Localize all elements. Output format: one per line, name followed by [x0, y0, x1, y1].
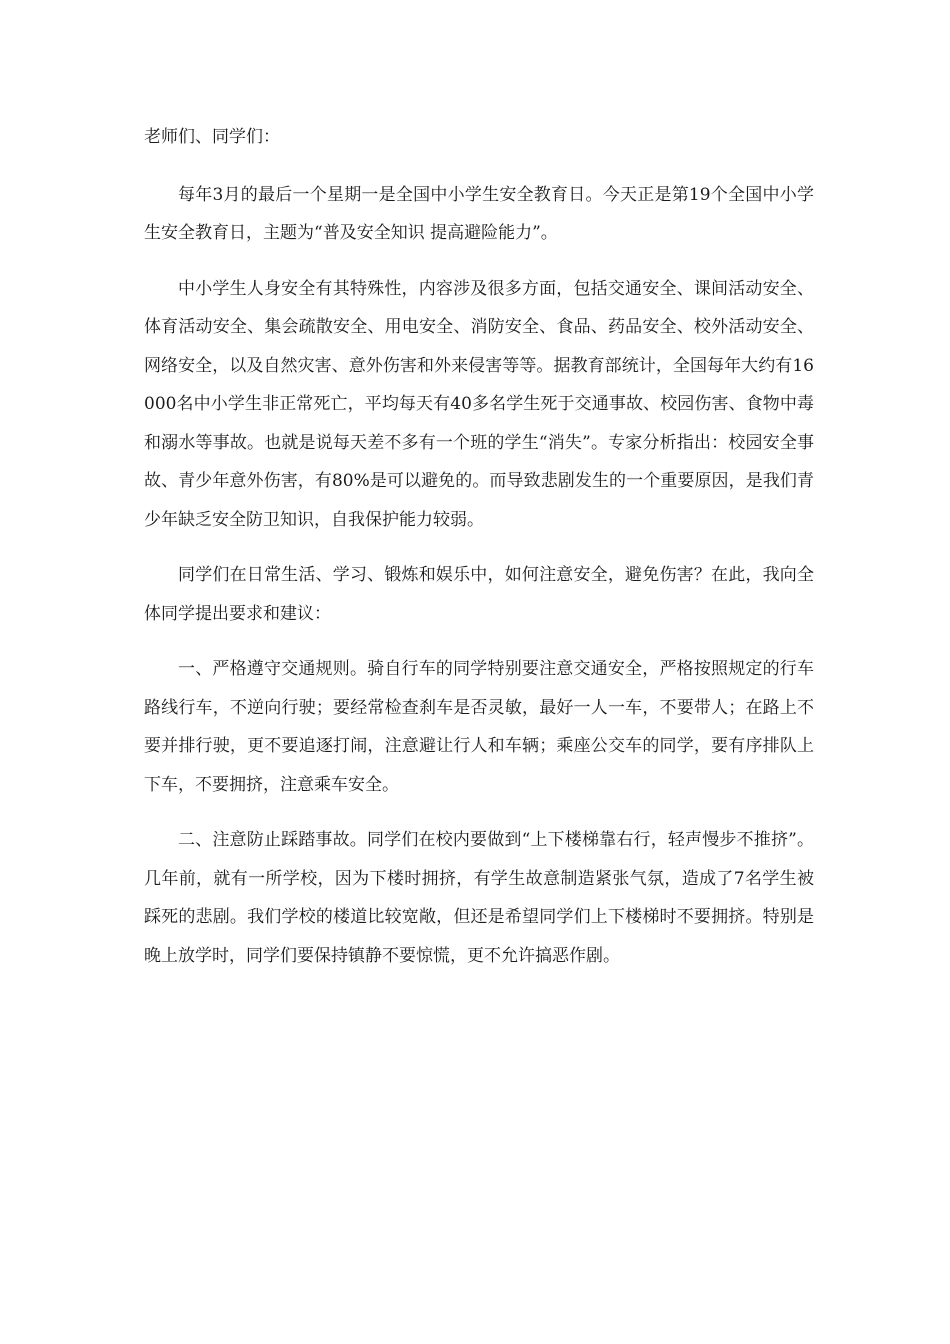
- paragraph-5: 二、注意防止踩踏事故。同学们在校内要做到“上下楼梯靠右行，轻声慢步不推挤”。几年前，就有一所学校，因为下楼时拥挤，有学生故意制造紧张气氛，造成了7名学生被踩死的悲剧。我们学校的楼道比较宽敞，但还是希望同学们上下楼梯时不要拥挤。特别是晚上放学时，同学们要保持镇静不要惊慌，更不允许搞恶作剧。: [144, 830, 814, 966]
- paragraph-2: 中小学生人身安全有其特殊性，内容涉及很多方面，包括交通安全、课间活动安全、体育活动安全、集会疏散安全、用电安全、消防安全、食品、药品安全、校外活动安全、网络安全，以及自然灾害、意外伤害和外来侵害等等。据教育部统计，全国每年大约有16000名中小学生非正常死亡，平均每天有40多名学生死于交通事故、校园伤害、食物中毒和溺水等事故。也就是说每天差不多有一个班的学生“消失”。专家分析指出：校园安全事故、青少年意外伤害，有80%是可以避免的。而导致悲剧发生的一个重要原因，是我们青少年缺乏安全防卫知识，自我保护能力较弱。: [144, 278, 814, 530]
- paragraph-4: 一、严格遵守交通规则。骑自行车的同学特别要注意交通安全，严格按照规定的行车路线行车，不逆向行驶；要经常检查刹车是否灵敏，最好一人一车，不要带人；在路上不要并排行驶，更不要追逐打闹，注意避让行人和车辆；乘座公交车的同学，要有序排队上下车，不要拥挤，注意乘车安全。: [144, 659, 814, 795]
- document-body: [144, 118, 814, 992]
- paragraph-3: 同学们在日常生活、学习、锻炼和娱乐中，如何注意安全，避免伤害？在此，我向全体同学提出要求和建议：: [144, 565, 814, 624]
- salutation: 老师们、同学们：: [144, 127, 280, 147]
- paragraph-1: 每年3月的最后一个星期一是全国中小学生安全教育日。今天正是第19个全国中小学生安全教育日，主题为“普及安全知识 提高避险能力”。: [144, 184, 814, 243]
